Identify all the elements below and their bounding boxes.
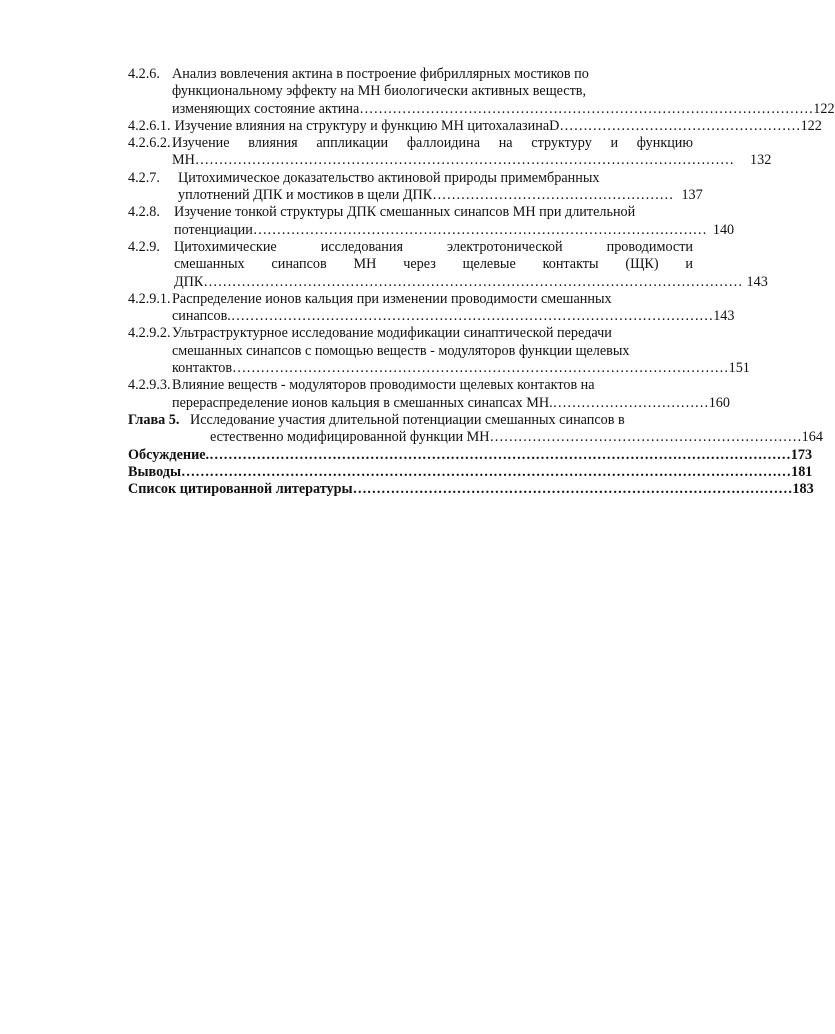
toc-entry-number: Глава 5. [128,411,180,428]
toc-entry-line: естественно модифицированной функции МН [210,429,490,446]
toc-entry-line: Изучение тонкой структуры ДПК смешанных синапсов МН при длительной [174,204,636,221]
table-of-contents [128,66,835,498]
toc-entry-line: МН [172,152,195,169]
toc-entry-line: Обсуждение. [128,446,210,463]
toc-entry-line: Изучение влияния аппликации фаллоидина на структуру и функцию [172,135,693,152]
toc-entry-number: 4.2.6.2. [128,135,171,152]
toc-entry-line: синапсов. [172,308,231,325]
toc-entry-4-2-7: 4.2.7. Цитохимическое доказательство актиновой природы примембранных уплотнений ДПК и мостиков в щели ДПК …………………………………………… 137 [128,169,703,204]
toc-entry-line: Анализ вовлечения актина в построение фибриллярных мостиков по [172,66,589,82]
toc-entry-line: Цитохимические исследования электротонической проводимости [174,238,693,255]
toc-entry-4-2-9: 4.2.9. Цитохимические исследования электротонической проводимости смешанных синапсов МН через щелевые контакты (ЩК) и ДПК …………………………………………………………………………………………………… 143 [128,238,768,290]
toc-entry-references: Список цитированной литературы ………………………………………………………………………………… 183 [128,481,814,498]
toc-entry-number: 4.2.7. [128,169,160,186]
toc-page-number: 151 [728,360,750,377]
toc-entry-conclusions: Выводы ………………………………………………………………………………………………………………… 181 [128,463,813,480]
toc-page-number: 143 [713,308,735,325]
toc-entry-4-2-6: 4.2.6. Анализ вовлечения актина в построение фибриллярных мостиков по функциональному эффекту на МН биологически активных веществ, изменяющих состояние актина …………………………………………………………………………………… 122 [128,66,835,117]
toc-page-number: 140 [712,221,735,238]
toc-entry-line: Исследование участия длительной потенциации смешанных синапсов в [190,411,625,428]
toc-entry-line: Ультраструктурное исследование модификации синаптической передачи [172,325,612,342]
toc-entry-line: контактов [172,360,233,377]
toc-entry-line: ДПК [174,273,204,290]
toc-entry-line: Распределение ионов кальция при изменении проводимости смешанных [172,290,612,307]
toc-page-number: 137 [681,187,703,204]
toc-entry-4-2-9-2: 4.2.9.2. Ультраструктурное исследование модификации синаптической передачи смешанных синапсов с помощью веществ - модуляторов функции щелевых контактов …………………………………………………………………………………………… 151 [128,325,750,377]
toc-entry-number: 4.2.6. [128,66,160,82]
toc-entry-chapter-5: Глава 5. Исследование участия длительной потенциации смешанных синапсов в естественно модифицированной функции МН ………………………………………………………… 164 [128,411,823,446]
toc-page-number: 132 [750,152,772,169]
toc-entry-line: Влияние веществ - модуляторов проводимости щелевых контактов на [172,377,595,394]
toc-entry-number: 4.2.9. [128,238,160,255]
toc-page-number: 122 [813,100,835,117]
toc-entry-line: изменяющих состояние актина [172,100,360,117]
toc-page-number: 183 [792,481,814,498]
toc-entry-line: смешанных синапсов МН через щелевые контакты (ЩК) и [174,256,693,273]
toc-entry-line: уплотнений ДПК и мостиков в щели ДПК [178,187,433,204]
toc-entry-number: 4.2.9.2. [128,325,171,342]
toc-entry-4-2-9-1: 4.2.9.1. Распределение ионов кальция при изменении проводимости смешанных синапсов. ………………………………………………………………………………………… 143 [128,290,735,325]
toc-entry-line: Выводы [128,463,182,480]
toc-entry-4-2-8: 4.2.8. Изучение тонкой структуры ДПК смешанных синапсов МН при длительной потенциации …………………………………………………………………………………… 140 [128,204,735,238]
toc-page-number: 181 [791,463,813,480]
toc-entry-number: 4.2.6.1. [128,117,171,134]
toc-page-number: 160 [708,394,730,411]
toc-entry-line: функциональному эффекту на МН биологически активных веществ, [172,83,587,100]
toc-page-number: 143 [746,273,768,290]
toc-page-number: 122 [800,117,822,134]
toc-entry-number: 4.2.8. [128,204,160,221]
toc-entry-discussion: Обсуждение. …………………………………………………………………………………………………………… 173 [128,446,813,463]
toc-entry-4-2-9-3: 4.2.9.3. Влияние веществ - модуляторов проводимости щелевых контактов на перераспределение ионов кальция в смешанных синапсах МН. …………………………… 160 [128,377,730,411]
toc-entry-4-2-6-1: 4.2.6.1. Изучение влияния на структуру и функцию МН цитохалазинаD …………………………………………… 122 [128,117,822,134]
toc-entry-4-2-6-2: 4.2.6.2. Изучение влияния аппликации фаллоидина на структуру и функцию МН …………………………………………………………………………………………………… 132 [128,135,772,169]
toc-entry-line: перераспределение ионов кальция в смешанных синапсах МН. [172,394,553,411]
toc-page-number: 164 [801,429,823,446]
toc-entry-number: 4.2.9.1. [128,290,171,307]
toc-entry-line: Изучение влияния на структуру и функцию МН цитохалазинаD [174,117,560,134]
toc-entry-line: смешанных синапсов с помощью веществ - модуляторов функции щелевых [172,342,630,359]
toc-entry-number: 4.2.9.3. [128,377,171,394]
toc-entry-line: потенциации [174,221,253,238]
toc-entry-line: Список цитированной литературы [128,481,353,498]
toc-page-number: 173 [790,446,813,463]
toc-entry-line: Цитохимическое доказательство актиновой природы примембранных [178,169,600,186]
